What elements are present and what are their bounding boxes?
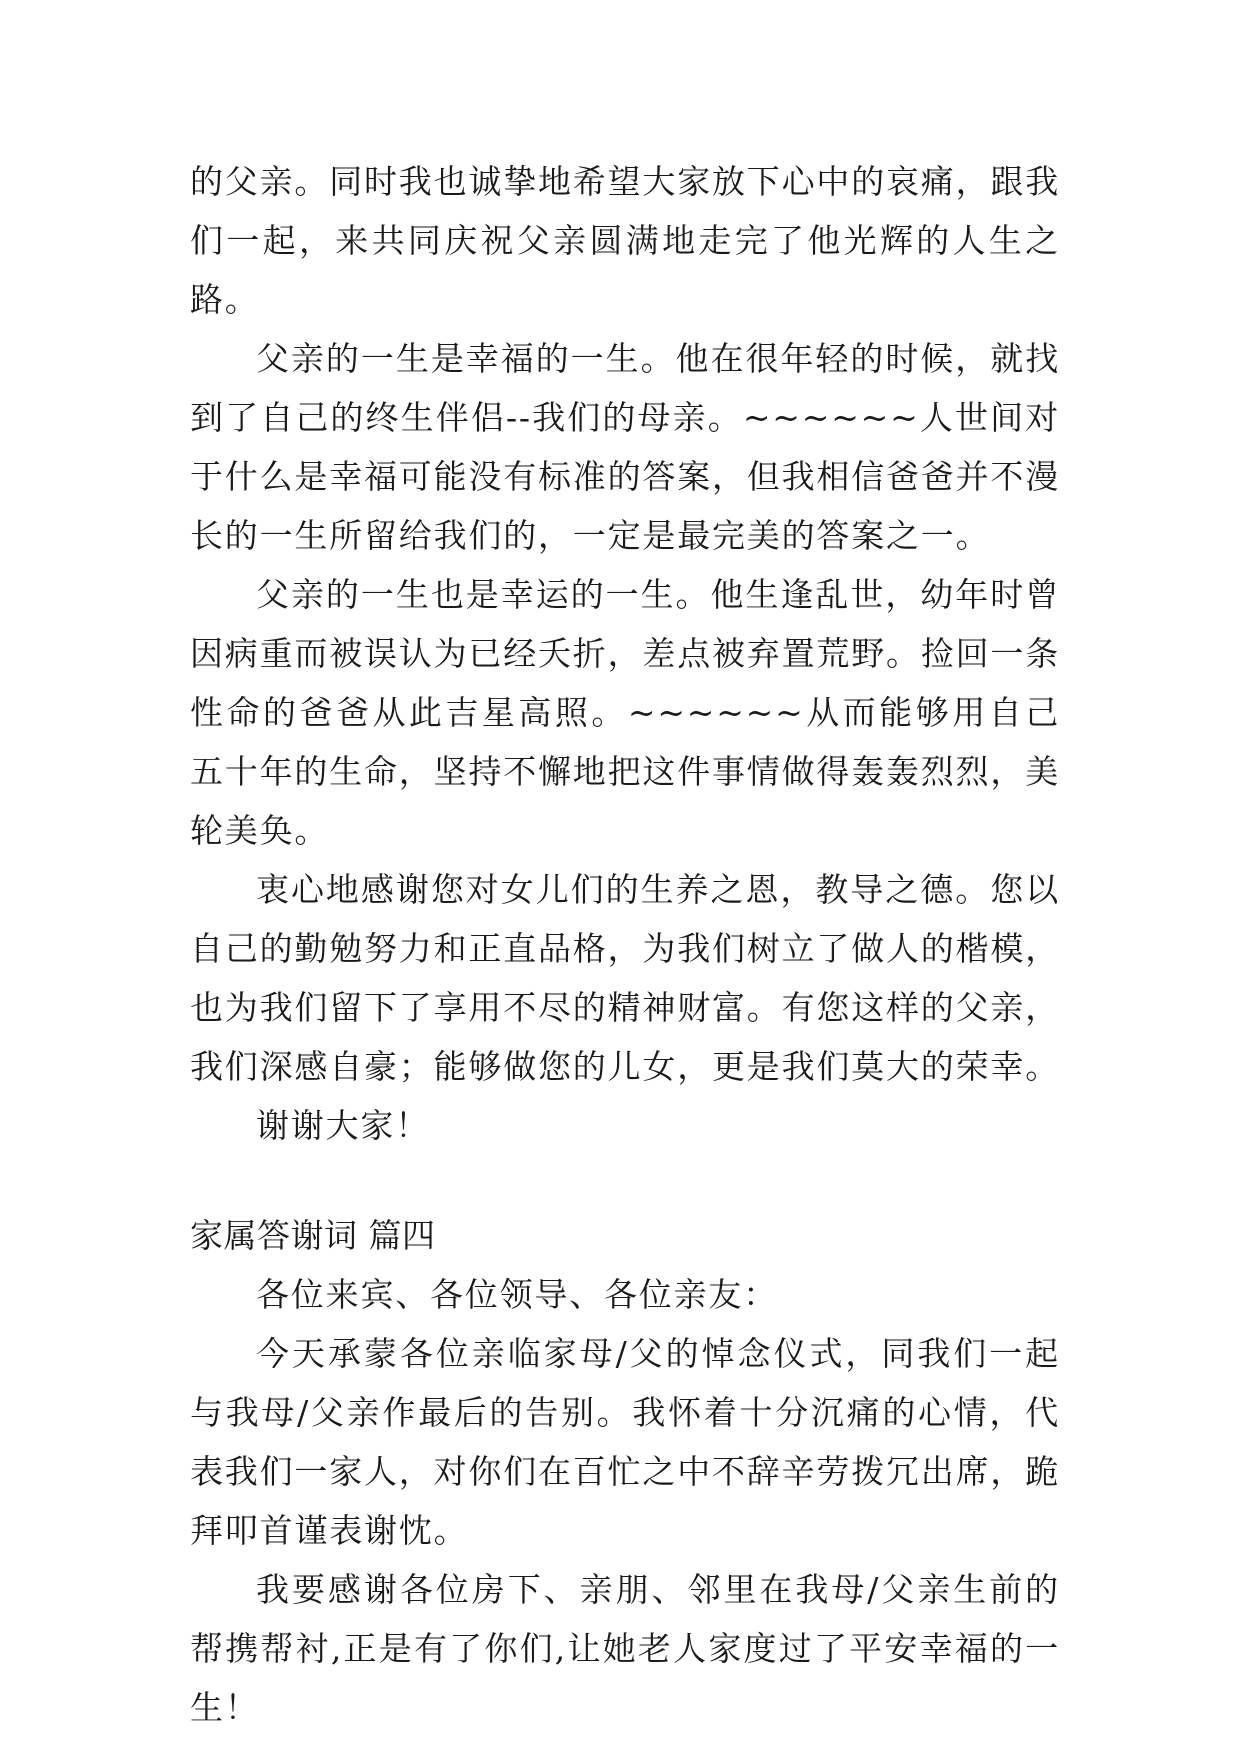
paragraph-ceremony: 今天承蒙各位亲临家母/父的悼念仪式，同我们一起与我母/父亲作最后的告别。我怀着十分沉痛的心情，代表我们一家人，对你们在百忙之中不辞辛劳拨冗出席，跪拜叩首谨表谢忱。 [190, 1334, 1060, 1550]
paragraph-gratitude: 衷心地感谢您对女儿们的生养之恩，教导之德。您以自己的勤勉努力和正直品格，为我们树立了做人的楷模，也为我们留下了享用不尽的精神财富。有您这样的父亲，我们深感自豪；能够做您的儿女，更是我们莫大的荣幸。 [190, 870, 1060, 1086]
paragraph-neighbors: 我要感谢各位房下、亲朋、邻里在我母/父亲生前的帮携帮衬,正是有了你们,让她老人家度过了平安幸福的一生！ [190, 1570, 1060, 1727]
document-body [190, 152, 1060, 1737]
paragraph-thanks: 谢谢大家！ [256, 1106, 430, 1145]
section-title: 家属答谢词 篇四 [190, 1216, 436, 1255]
salutation: 各位来宾、各位领导、各位亲友： [256, 1275, 778, 1314]
paragraph-happiness: 父亲的一生是幸福的一生。他在很年轻的时候，就找到了自己的终生伴侣--我们的母亲。~~~~~~人世间对于什么是幸福可能没有标准的答案，但我相信爸爸并不漫长的一生所留给我们的，一定是最完美的答案之一。 [190, 339, 1060, 555]
paragraph-continuation: 的父亲。同时我也诚挚地希望大家放下心中的哀痛，跟我们一起，来共同庆祝父亲圆满地走完了他光辉的人生之路。 [190, 162, 1060, 319]
paragraph-fortune: 父亲的一生也是幸运的一生。他生逢乱世，幼年时曾因病重而被误认为已经夭折，差点被弃置荒野。捡回一条性命的爸爸从此吉星高照。~~~~~~从而能够用自己五十年的生命，坚持不懈地把这件事情做得轰轰烈烈，美轮美奂。 [190, 575, 1060, 850]
